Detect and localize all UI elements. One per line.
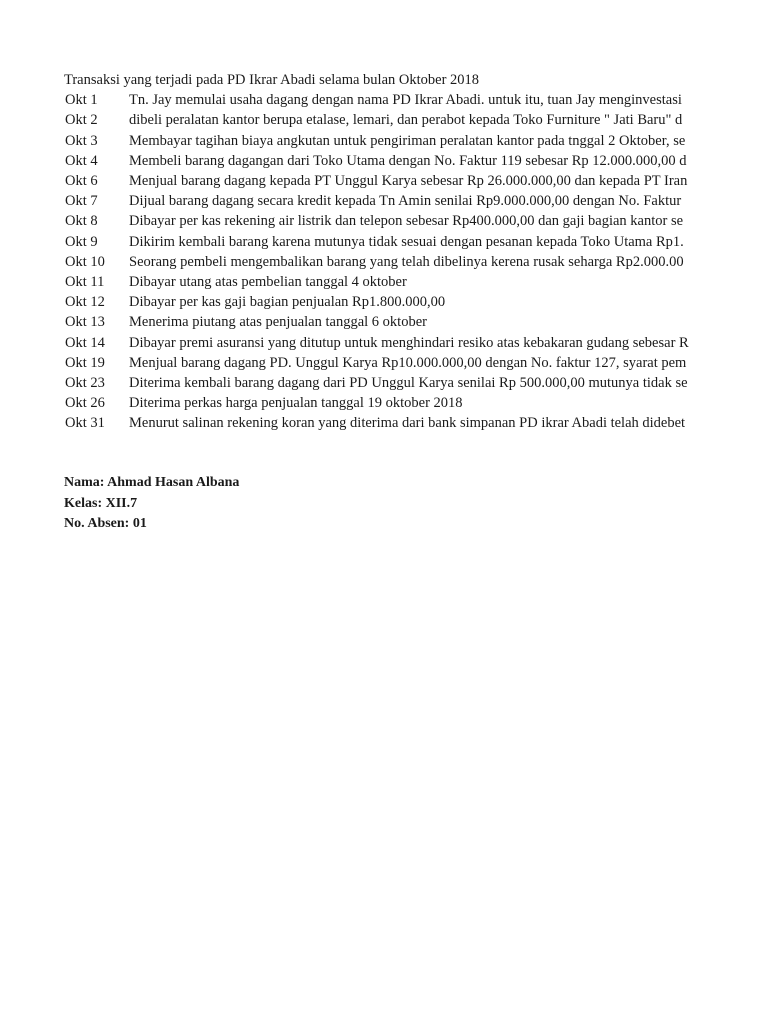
transaction-row	[64, 393, 704, 413]
transaction-description: Dijual barang dagang secara kredit kepada Tn Amin senilai Rp9.000.000,00 dengan No. Faktur	[129, 193, 682, 210]
transaction-row	[64, 353, 704, 373]
transaction-description: Menjual barang dagang PD. Unggul Karya Rp10.000.000,00 dengan No. faktur 127, syarat pem	[129, 354, 687, 371]
transaction-date: Okt 3	[65, 132, 98, 149]
transaction-row	[64, 413, 704, 433]
transaction-sheet	[64, 70, 704, 434]
transaction-date: Okt 7	[65, 193, 98, 210]
transaction-description: Menerima piutang atas penjualan tanggal 6 oktober	[129, 314, 427, 331]
transaction-date: Okt 10	[65, 253, 105, 270]
student-absence-number: No. Absen: 01	[64, 516, 147, 531]
transaction-description: Dikirim kembali barang karena mutunya tidak sesuai dengan pesanan kepada Toko Utama Rp1.	[129, 233, 684, 250]
transaction-row	[64, 373, 704, 393]
transaction-description: Dibayar utang atas pembelian tanggal 4 oktober	[129, 274, 407, 291]
transaction-description: Dibayar per kas gaji bagian penjualan Rp1.800.000,00	[129, 294, 446, 311]
transaction-description: Dibayar premi asuransi yang ditutup untuk menghindari resiko atas kebakaran gudang sebesar R	[129, 334, 689, 351]
transaction-description: Diterima perkas harga penjualan tanggal 19 oktober 2018	[129, 395, 463, 412]
transaction-date: Okt 23	[65, 375, 105, 392]
sheet-heading: Transaksi yang terjadi pada PD Ikrar Abadi selama bulan Oktober 2018	[64, 72, 480, 88]
transaction-row	[64, 292, 704, 312]
transaction-row	[64, 90, 704, 110]
transaction-date: Okt 13	[65, 314, 105, 331]
transaction-date: Okt 14	[65, 334, 105, 351]
transaction-row	[64, 151, 704, 171]
transaction-date: Okt 9	[65, 233, 98, 250]
transaction-description: Menjual barang dagang kepada PT Unggul Karya sebesar Rp 26.000.000,00 dan kepada PT Iran	[129, 173, 688, 190]
transaction-description: Seorang pembeli mengembalikan barang yang telah dibelinya kerena rusak seharga Rp2.000.00	[129, 253, 684, 270]
transaction-description: dibeli peralatan kantor berupa etalase, lemari, dan perabot kepada Toko Furniture " Jati Baru" d	[129, 112, 683, 129]
transaction-date: Okt 12	[65, 294, 105, 311]
transaction-date: Okt 26	[65, 395, 105, 412]
transaction-description: Dibayar per kas rekening air listrik dan telepon sebesar Rp400.000,00 dan gaji bagian kantor se	[129, 213, 684, 230]
transaction-row	[64, 333, 704, 353]
transaction-date: Okt 11	[65, 274, 105, 291]
transaction-row	[64, 211, 704, 231]
transaction-row	[64, 191, 704, 211]
transaction-description: Membayar tagihan biaya angkutan untuk pengiriman peralatan kantor pada tnggal 2 Oktober, se	[129, 132, 686, 149]
transaction-date: Okt 6	[65, 173, 98, 190]
transaction-row	[64, 232, 704, 252]
student-class: Kelas: XII.7	[64, 495, 138, 511]
transaction-date: Okt 4	[65, 152, 98, 169]
transaction-date: Okt 31	[65, 415, 105, 432]
transaction-description: Membeli barang dagangan dari Toko Utama dengan No. Faktur 119 sebesar Rp 12.000.000,00 d	[129, 152, 687, 169]
transaction-row	[64, 252, 704, 272]
transaction-row	[64, 312, 704, 332]
transaction-row	[64, 272, 704, 292]
student-identity	[64, 473, 464, 535]
transaction-date: Okt 19	[65, 354, 105, 371]
transaction-date: Okt 8	[65, 213, 98, 230]
transaction-row	[64, 171, 704, 191]
student-name: Nama: Ahmad Hasan Albana	[64, 475, 240, 490]
transaction-date: Okt 1	[65, 92, 98, 109]
transaction-description: Diterima kembali barang dagang dari PD Unggul Karya senilai Rp 500.000,00 mutunya tidak se	[129, 375, 688, 392]
transaction-description: Menurut salinan rekening koran yang diterima dari bank simpanan PD ikrar Abadi telah didebet	[129, 415, 686, 432]
transaction-row	[64, 131, 704, 151]
transaction-row	[64, 110, 704, 130]
transaction-list	[64, 90, 704, 433]
transaction-description: Tn. Jay memulai usaha dagang dengan nama PD Ikrar Abadi. untuk itu, tuan Jay menginvestasi	[129, 92, 682, 109]
transaction-date: Okt 2	[65, 112, 98, 129]
